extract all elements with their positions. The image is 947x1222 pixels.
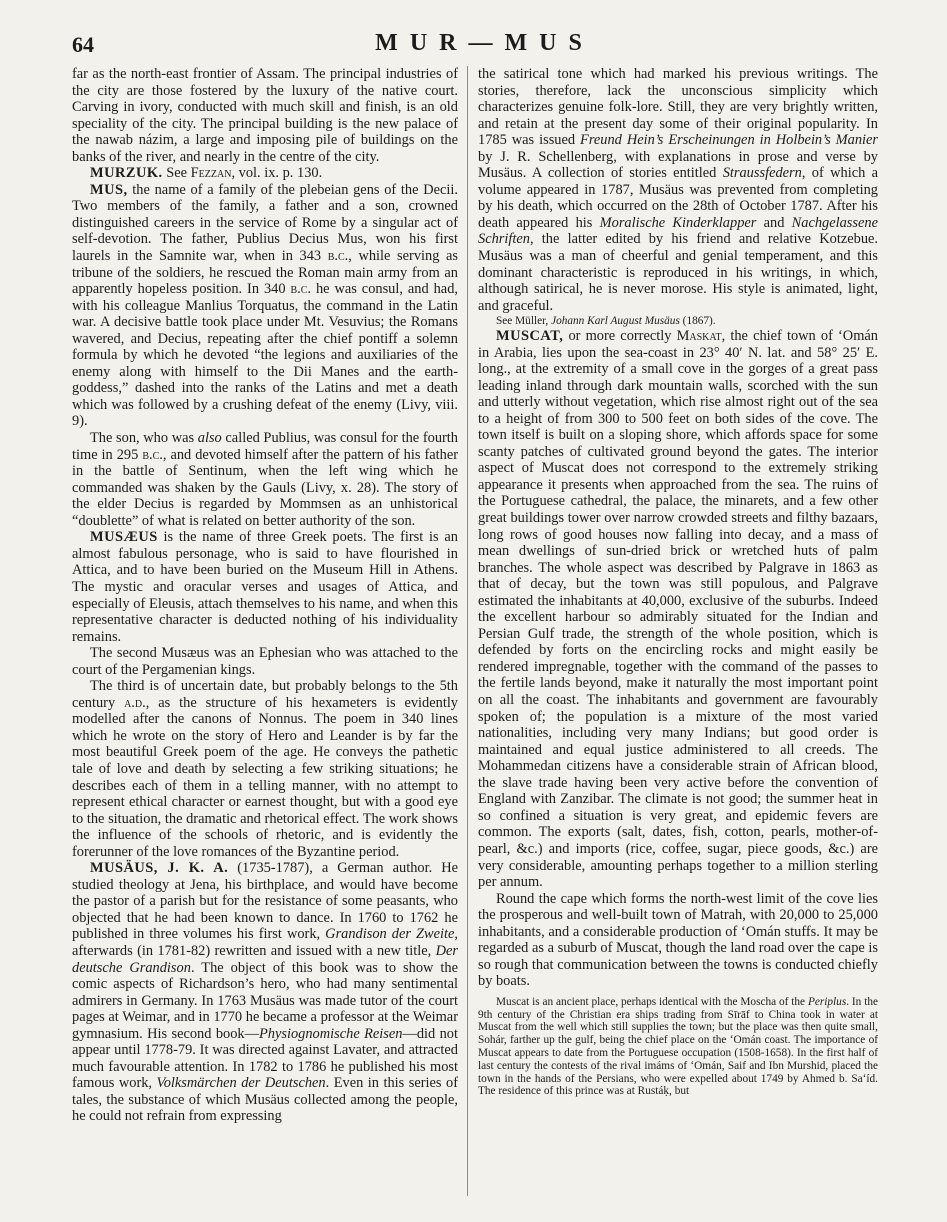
paragraph-matrah: Round the cape which forms the north-west limit of the cove lies the prosperous and well-built town of Matrah, with 20,000 to 25,000 inhabitants, and a considerable production of ‘Omán stuffs. It may be regarded as a suburb of Muscat, though the land road over the cape is so rough that communication between the towns is conducted chiefly by boats. bbox=[478, 890, 878, 990]
paragraph-second-musaeus: The second Musæus was an Ephesian who was attached to the court of the Pergamenian kings. bbox=[72, 645, 458, 678]
headword-murzuk: MURZUK. bbox=[90, 165, 163, 182]
page-number: 64 bbox=[72, 32, 94, 57]
left-column bbox=[72, 66, 458, 1125]
entry-murzuk: MURZUK. See Fezzan, vol. ix. p. 130. bbox=[90, 165, 323, 182]
paragraph-musaus-continued: the satirical tone which had marked his previous writings. The stories, therefore, lack the unconscious simplicity which characterizes genuine folk-lore. Still, they are very brightly written, and retain at the present day some of their original popularity. In 1785 was issued Freund Hein’s Erscheinungen in Holbein’s Manier by J. R. Schellenberg, with explanations in prose and verse by Musäus. A collection of stories entitled Straussfedern, of which a volume appeared in 1787, Musäus was prevented from completing by his death, which occurred on the 28th of October 1787. After his death appeared his Moralische Kinderklapper and Nachgelassene Schriften, the latter edited by his friend and relative Kotzebue. Musäus was a man of cheerful and genial temperament, and this dominant characteristic is reproduced in his writings, in which, although satirical, he is never morose. His style is animated, light, and graceful. bbox=[478, 66, 879, 314]
cross-reference-fezzan: Fezzan bbox=[190, 165, 232, 182]
headword-musaus: MUSÄUS, J. K. A. bbox=[90, 860, 229, 877]
headword-musaeus: MUSÆUS bbox=[90, 529, 158, 546]
paragraph-third-musaeus: The third is of uncertain date, but probably belongs to the 5th century a.d., as the structure of his hexameters is evidently modelled after the canons of Nonnus. The poem in 340 lines which he wrote on the story of Hero and Leander is by far the most beautiful Greek poem of the age. He conveys the pathetic tale of love and death by selecting a few striking situations; he describes each of them in a telling manner, with no attempt to represent ethical character or earnest thought, but with a good eye to the situation, the dramatic and rhetorical effect. The work shows the influence of the schools of rhetoric, and is evidently the forerunner of the love romances of the Byzantine period. bbox=[72, 678, 459, 860]
entry-muscat: MUSCAT, or more correctly Maskat, the chief town of ‘Omán in Arabia, lies upon the sea-coast in 23° 40′ N. lat. and 58° 25′ E. long., at the extremity of a small cove in the gorges of a great pass leading inland through dark mountain walls, scorched with the sun and utterly without vegetation, which rise almost right out of the sea to a height of from 300 to 500 feet on both sides of the cove. The town itself is built on a sloping shore, which affords space for some scanty patches of cultivated ground beyond the gates. The interior aspect of Muscat does not correspond to the extremely striking appearance it presents when approached from the sea. The ruins of the Portuguese cathedral, the palace, the minarets, and a few other great buildings tower over narrow crowded streets and filthy bazaars, long rows of good houses now falling into decay, and a mass of mean dwellings of sun-dried brick or wretched huts of palm branches. The whole aspect was described by Palgrave in 1863 as that of decay, but the town was still populous, and Palgrave estimated the inhabitants at 40,000, exclusive of the suburbs. Indeed the excellent harbour so admirably situated for the Indian and Persian Gulf trade, the strength of the whole position, which is defended by forts on the encircling rocks and might easily be rendered impregnable, together with the command of the passes to the fertile lands beyond, make it naturally the most important point on all the coast. The inhabitants and government are favourably spoken of; the population is a mixture of the most varied nationalities, including very many Indians; but good order is maintained and equal justice administered to all creeds. The Mohammedan citizens have a considerable strain of African blood, the slave trade having been very active before the convention of England with Zanzibar. The climate is not good; the summer heat in so confined a situation is very great, and epidemic fevers are common. The exports (salt, dates, fish, cotton, pearls, mother-of-pearl, &c.) and imports (rice, coffee, sugar, piece goods, &c.) are very considerable, amounting perhaps together to a million sterling per annum. bbox=[478, 328, 878, 891]
entry-mus: MUS, the name of a family of the plebeian gens of the Decii. Two members of the family, a father and a son, crowned distinguished careers in the service of Rome by a singular act of self-devotion. The father, Publius Decius Mus, won his first laurels in the Samnite war, when in 343 b.c., while serving as tribune of the soldiers, he rescued the Roman main army from an apparently hopeless position. In 340 b.c. he was consul, and had, with his colleague Manlius Torquatus, the command in the Latin war. A decisive battle took place under Mt. Vesuvius; the Romans wavered, and Decius, repeating after the chief pontiff a solemn formula by which he devoted “the legions and auxiliaries of the enemy along with himself to the Dii Manes and the earth-goddess,” dashed into the ranks of the Latins and met a death which was followed by a crushing defeat of the enemy (Livy, viii. 9). bbox=[72, 181, 458, 430]
right-column bbox=[478, 66, 878, 1098]
paragraph-mus-son: The son, who was also called Publius, was consul for the fourth time in 295 b.c., and devoted himself after the pattern of his father in the battle of Sentinum, when the left wing which he commanded was shaken by the Gauls (Livy, x. 28). The story of the elder Decius is regarded by Mommsen as an unhistorical “doublette” of what is related on better authority of the son. bbox=[72, 430, 459, 529]
entry-musaus: MUSÄUS, J. K. A. (1735-1787), a German author. He studied theology at Jena, his birthplace, and would have become the pastor of a parish but for the resistance of some peasants, who objected that he had been known to dance. In 1760 to 1762 he published in three volumes his first work, Grandison der Zweite, afterwards (in 1781-82) rewritten and issued with a new title, Der deutsche Grandison. The object of this book was to show the comic aspects of Richardson’s hero, who had many sentimental admirers in Germany. In 1763 Musäus was made tutor of the court pages at Weimar, and in 1770 he became a professor at the Weimar gymnasium. His second book—Physiognomische Reisen—did not appear until 1778-79. It was directed against Lavater, and attracted much favourable attention. In 1782 to 1786 he published his most famous work, Volksmärchen der Deutschen. Even in this series of tales, the substance of which Musäus collected among the people, he could not refrain from expressing bbox=[72, 860, 459, 1125]
column-divider bbox=[467, 66, 468, 1196]
page-header bbox=[72, 30, 897, 60]
entry-musaeus: MUSÆUS is the name of three Greek poets. The first is an almost fabulous personage, who is said to have flourished in Attica, and to have been buried on the Museum Hill in Athens. The mystic and oracular verses and usages of Attica, and especially of Eleusis, attach themselves to his name, and when this representative character is deducted nothing of his individuality remains. bbox=[72, 529, 458, 645]
running-head: MUR—MUS bbox=[375, 30, 594, 56]
history-note-muscat: Muscat is an ancient place, perhaps identical with the Moscha of the Periplus. In the 9th century of the Christian era ships trading from Sīrāf to China took in water at Muscat from the well which still supplies the town; but the place was then quite small, Sohár, farther up the gulf, being the chief place on the ‘Omán coast. The importance of Muscat appears to date from the Portuguese occupation (1508-1658). In the first half of last century the contests of the rival imáms of ‘Omán, Saif and Ibn Murshid, placed the town in the hands of the Persians, who were expelled about 1749 by Ahmed b. Sa‘íd. The residence of this prince was at Rustáḳ, but bbox=[478, 995, 878, 1098]
reference-note-musaus: See Müller, Johann Karl August Musäus (1867). bbox=[496, 315, 716, 328]
headword-mus: MUS, bbox=[90, 181, 128, 198]
paragraph-murshidabad-continued: far as the north-east frontier of Assam. The principal industries of the city are those fostered by the luxury of the native court. Carving in ivory, conducted with much skill and finish, is an old speciality of the city. The principal building is the new palace of the nawab názim, a large and imposing pile of buildings on the banks of the river, and nearly in the centre of the city. bbox=[72, 66, 458, 165]
headword-muscat: MUSCAT, bbox=[496, 328, 564, 344]
